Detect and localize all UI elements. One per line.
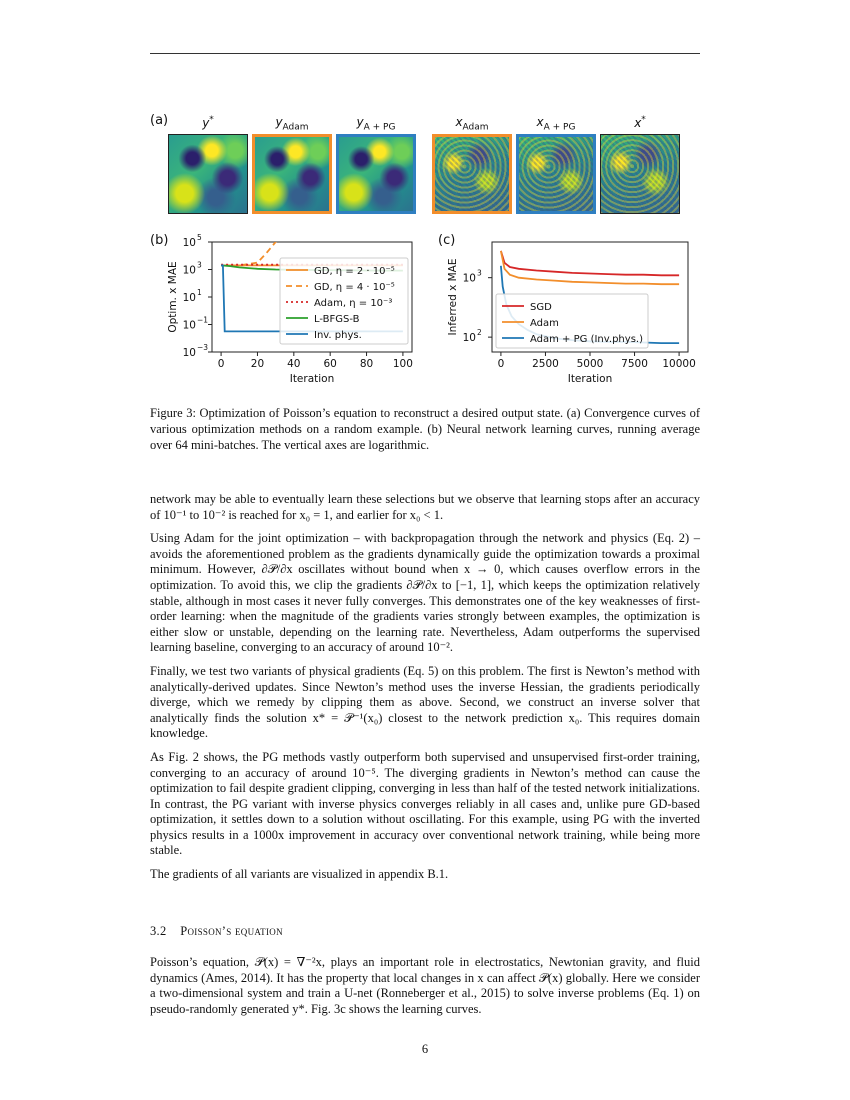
- y-tick-label: 10: [462, 332, 476, 345]
- section-number: 3.2: [150, 924, 167, 938]
- x-tick-label: 20: [250, 358, 265, 370]
- panel-b-letter: (b): [150, 233, 169, 248]
- legend-label: GD, η = 4 · 10⁻⁵: [314, 282, 395, 293]
- x-tick-label: 80: [359, 358, 374, 370]
- x-tick-label: 60: [323, 358, 337, 370]
- field-image: [336, 134, 416, 214]
- x-tick-label: 100: [392, 358, 413, 370]
- legend-label: Adam + PG (Inv.phys.): [530, 334, 643, 345]
- paragraph: The gradients of all variants are visualized in appendix B.1.: [150, 867, 449, 882]
- image-label: $x_{Adam}$: [455, 115, 489, 133]
- x-tick-label: 5000: [576, 358, 604, 370]
- y-tick-label: 10: [182, 237, 196, 249]
- legend-label: Adam, η = 10⁻³: [314, 298, 393, 309]
- field-image: [600, 134, 680, 214]
- section-heading: [150, 924, 283, 939]
- field-image: [168, 134, 248, 214]
- field-image: [432, 134, 512, 214]
- x-tick-label: 40: [287, 358, 301, 370]
- image-label: $y_{A + PG}$: [356, 115, 396, 133]
- y-tick-exponent: −3: [197, 343, 209, 352]
- paragraph: network may be able to eventually learn these selections but we observe that learning stops after an accuracy of 10⁻¹ to 10⁻² is reached for x₀ = 1, and earlier for x₀ < 1.: [150, 492, 700, 522]
- image-label: $x_{A + PG}$: [536, 115, 576, 133]
- page-number: 6: [421, 1042, 429, 1056]
- x-tick-label: 7500: [621, 358, 648, 370]
- y-tick-exponent: 3: [477, 268, 482, 278]
- chart-c: [440, 232, 705, 394]
- y-tick-exponent: 1: [197, 288, 202, 297]
- body-text: [150, 492, 700, 891]
- y-axis-label: Optim. x MAE: [167, 261, 179, 333]
- y-tick-label: 10: [182, 292, 196, 304]
- paragraph: As Fig. 2 shows, the PG methods vastly outperform both supervised and unsupervised first-order training, converging to an accuracy of around 10⁻⁵. The diverging gradients in Newton’s method can cause the optimization to fail despite gradient clipping, converging in less than half of the tested network initializations. In contrast, the PG variant with inverse physics converges reliably in all cases and, unlike pure GD-based optimization, it settles down to a solution without oscillating. For this example, using PG with the inverted physics results in a 1000x improvement in accuracy over conventional network training, while being more stable.: [150, 749, 700, 858]
- image-label: x*: [634, 115, 646, 130]
- x-tick-label: 10000: [662, 358, 696, 370]
- y-tick-label: 10: [462, 272, 476, 285]
- y-tick-exponent: 5: [197, 233, 202, 242]
- figure-caption: Figure 3: Optimization of Poisson’s equation to reconstruct a desired output state. (a) Convergence curves of various optimization methods on a random example. (b) Neural network learning curves, running average over 64 mini-batches. The vertical axes are logarithmic.: [150, 406, 700, 452]
- panel-a-letter: (a): [150, 113, 169, 128]
- field-image: [516, 134, 596, 214]
- y-axis-label: Inferred x MAE: [447, 258, 459, 336]
- field-image: [252, 134, 332, 214]
- chart-b: [160, 232, 425, 394]
- legend-label: Inv. phys.: [314, 330, 362, 341]
- paragraph: Using Adam for the joint optimization – with backpropagation through the network and physics (Eq. 2) – avoids the aforementioned problem as the gradients dynamically guide the optimization towards a proximal minimum. However, ∂𝒫/∂x oscillates without bound when x → 0, which causes overflow errors in the optimization. To avoid this, we clip the gradients ∂𝒫/∂x to [−1, 1], which keeps the optimization relatively stable, although in most cases it never fully converges. This demonstrates one of the key weaknesses of first-order learning: when the magnitude of the gradients varies strongly between examples, the optimization is either slow or unstable, depending on the learning rate. Nevertheless, Adam outperforms the supervised learning baseline, converging to an accuracy of around 10⁻².: [150, 531, 700, 655]
- legend-label: GD, η = 2 · 10⁻⁵: [314, 266, 395, 277]
- legend-label: L-BFGS-B: [314, 314, 360, 325]
- image-label: $y_{Adam}$: [275, 115, 309, 133]
- x-tick-label: 0: [217, 358, 225, 370]
- header-rule: [150, 53, 700, 54]
- x-axis-label: Iteration: [289, 373, 335, 385]
- y-tick-exponent: 2: [477, 328, 482, 338]
- y-tick-label: 10: [182, 319, 196, 332]
- x-tick-label: 0: [497, 358, 505, 370]
- y-tick-label: 10: [182, 264, 196, 277]
- panel-c-letter: (c): [438, 233, 456, 248]
- y-tick-label: 10: [182, 347, 196, 359]
- paragraph: Finally, we test two variants of physical gradients (Eq. 5) on this problem. The first is Newton’s method with analytically-derived updates. Since Newton’s method uses the inverse Hessian, the gradients periodically diverge, which we remedy by clipping them as above. Second, we construct an inverse solver that analytically finds the solution x* = 𝒫⁻¹(x₀) closest to the network prediction x₀. This requires domain knowledge.: [150, 663, 700, 741]
- y-tick-exponent: 3: [197, 260, 202, 270]
- legend-label: SGD: [530, 302, 552, 313]
- x-tick-label: 2500: [532, 358, 559, 370]
- y-tick-exponent: −1: [197, 315, 209, 325]
- image-label: y*: [202, 115, 214, 130]
- legend-label: Adam: [530, 318, 559, 329]
- x-axis-label: Iteration: [567, 373, 613, 385]
- section-paragraph: Poisson’s equation, 𝒫(x) = ∇⁻²x, plays an important role in electrostatics, Newtonian gravity, and fluid dynamics (Ames, 2014). It has the property that local changes in x can affect 𝒫(x) globally. Here we consider a two-dimensional system and train a U-net (Ronneberger et al., 2015) to solve inverse problems (Eq. 1) on pseudo-randomly generated y*. Fig. 3c shows the learning curves.: [150, 955, 700, 1016]
- section-title: Poisson’s equation: [180, 924, 283, 938]
